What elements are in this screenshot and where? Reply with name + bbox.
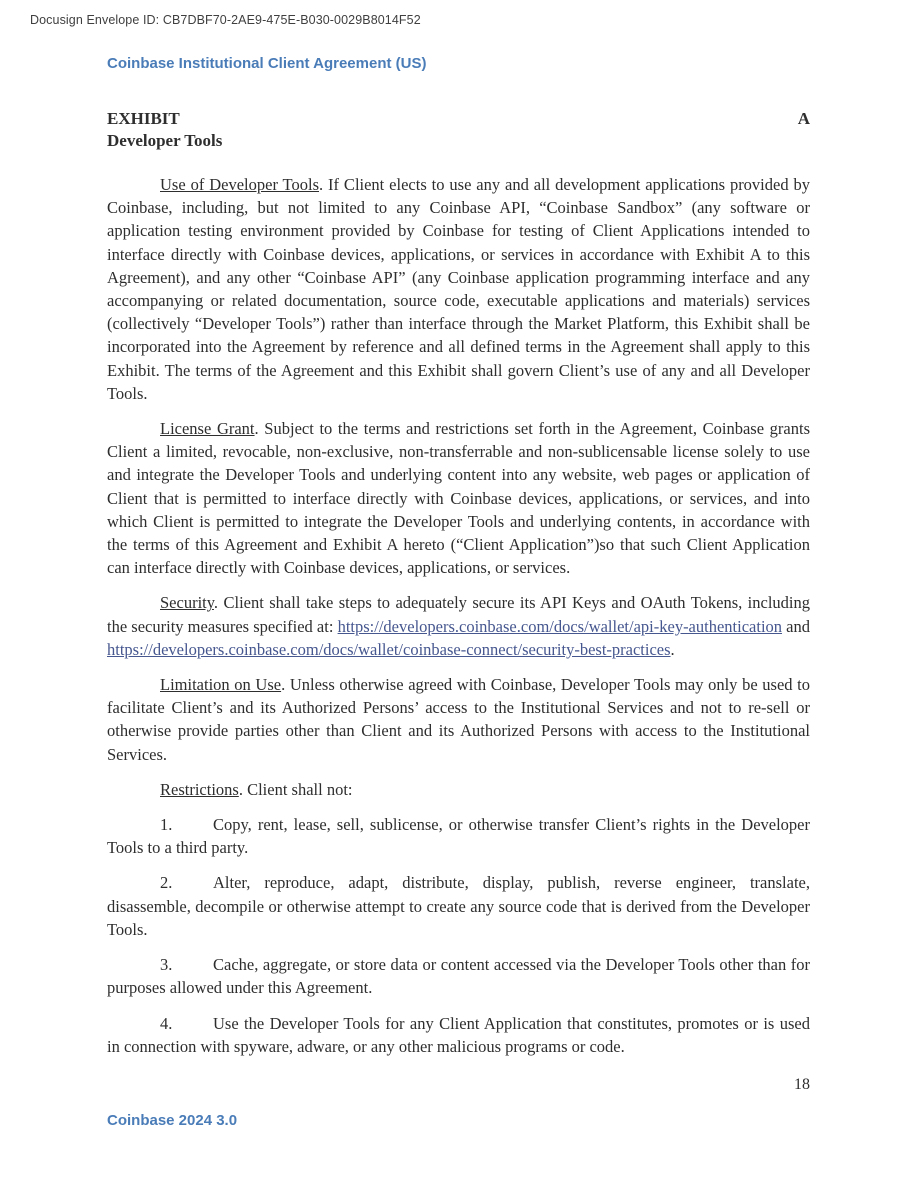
restriction-item-2-number: 2. (160, 873, 173, 893)
paragraph-restrictions (107, 778, 810, 801)
restriction-item-2-text: Alter, reproduce, adapt, distribute, display, publish, reverse engineer, translate, disassemble, decompile or otherwise attempt to create any source code that is derived from the Developer Tools. (107, 873, 810, 939)
security-best-practices-link[interactable]: https://developers.coinbase.com/docs/wallet/coinbase-connect/security-best-practices (107, 639, 671, 659)
restriction-item-4-text: Use the Developer Tools for any Client Application that constitutes, promotes or is used in connection with spyware, adware, or any other malicious programs or code. (107, 1013, 810, 1056)
page-number: 18 (794, 1076, 810, 1093)
restriction-item-4 (107, 1012, 810, 1058)
restriction-item-4-number: 4. (160, 1013, 173, 1033)
paragraph-use-of-developer-tools (107, 173, 810, 405)
restriction-item-1 (107, 813, 810, 859)
exhibit-heading: EXHIBIT (107, 109, 180, 128)
section-body-security-before-links: . Client shall take steps to adequately secure its API Keys and OAuth Tokens, including the security measures specified at: (107, 593, 810, 636)
docusign-envelope-id: Docusign Envelope ID: CB7DBF70-2AE9-475E-B030-0029B8014F52 (30, 13, 421, 27)
section-lead-license-grant: License Grant (160, 419, 255, 439)
document-title: Coinbase Institutional Client Agreement (US) (107, 55, 427, 72)
paragraph-limitation-on-use (107, 673, 810, 766)
document-body (107, 108, 810, 1058)
footer-version: Coinbase 2024 3.0 (107, 1112, 238, 1129)
restriction-item-1-number: 1. (160, 815, 173, 835)
exhibit-heading-row (107, 108, 810, 130)
paragraph-security (107, 591, 810, 661)
restriction-item-1-text: Copy, rent, lease, sell, sublicense, or otherwise transfer Client’s rights in the Developer Tools to a third party. (107, 815, 810, 858)
section-body-use-of-developer-tools: . If Client elects to use any and all development applications provided by Coinbase, including, but not limited to any Coinbase API, “Coinbase Sandbox” (any software or application testing environment provided by Coinbase for testing of Client Applications intended to interface directly with Coinbase devices, applications, or services in accordance with Exhibit A to this Agreement), and any other “Coinbase API” (any Coinbase application programming interface and any accompanying or related documentation, source code, executable applications and materials) services (collectively “Developer Tools”) rather than interface through the Market Platform, this Exhibit shall be incorporated into the Agreement by reference and all defined terms in the Agreement shall apply to this Exhibit. The terms of the Agreement and this Exhibit shall govern Client’s use of any and all Developer Tools. (107, 175, 811, 403)
section-body-security-between-links: and (782, 616, 811, 636)
section-lead-limitation-on-use: Limitation on Use (160, 675, 282, 695)
restriction-item-3-text: Cache, aggregate, or store data or content accessed via the Developer Tools other than for purposes allowed under this Agreement. (107, 955, 810, 998)
exhibit-letter: A (797, 109, 810, 128)
section-lead-use-of-developer-tools: Use of Developer Tools (160, 175, 319, 194)
section-body-license-grant: . Subject to the terms and restrictions set forth in the Agreement, Coinbase grants Client a limited, revocable, non-exclusive, non-transferrable and non-sublicensable license solely to use and integrate the Developer Tools and underlying content into any website, web pages or application of Client that is permitted to interface directly with Coinbase devices, applications, or services, and into which Client is permitted to integrate the Developer Tools and underlying contents, in accordance with the terms of this Agreement and Exhibit A hereto (“Client Application”)so that such Client Application can interface directly with Coinbase devices, applications, or services. (107, 419, 811, 578)
paragraph-license-grant (107, 417, 810, 579)
restriction-item-3 (107, 953, 810, 999)
section-body-restrictions: . Client shall not: (238, 779, 353, 799)
section-body-limitation-on-use: . Unless otherwise agreed with Coinbase, Developer Tools may only be used to facilitate Client’s and its Authorized Persons’ access to the Institutional Services and not to re-sell or otherwise provide parties other than Client and its Authorized Persons with access to the Institutional Services. (107, 675, 810, 764)
restriction-item-3-number: 3. (160, 955, 173, 975)
section-lead-security: Security (160, 593, 214, 613)
restriction-item-2 (107, 871, 810, 941)
section-body-security-after-links: . (670, 639, 675, 659)
exhibit-subtitle: Developer Tools (107, 131, 223, 150)
section-lead-restrictions: Restrictions (160, 779, 239, 799)
api-key-authentication-link[interactable]: https://developers.coinbase.com/docs/wallet/api-key-authentication (337, 616, 783, 636)
